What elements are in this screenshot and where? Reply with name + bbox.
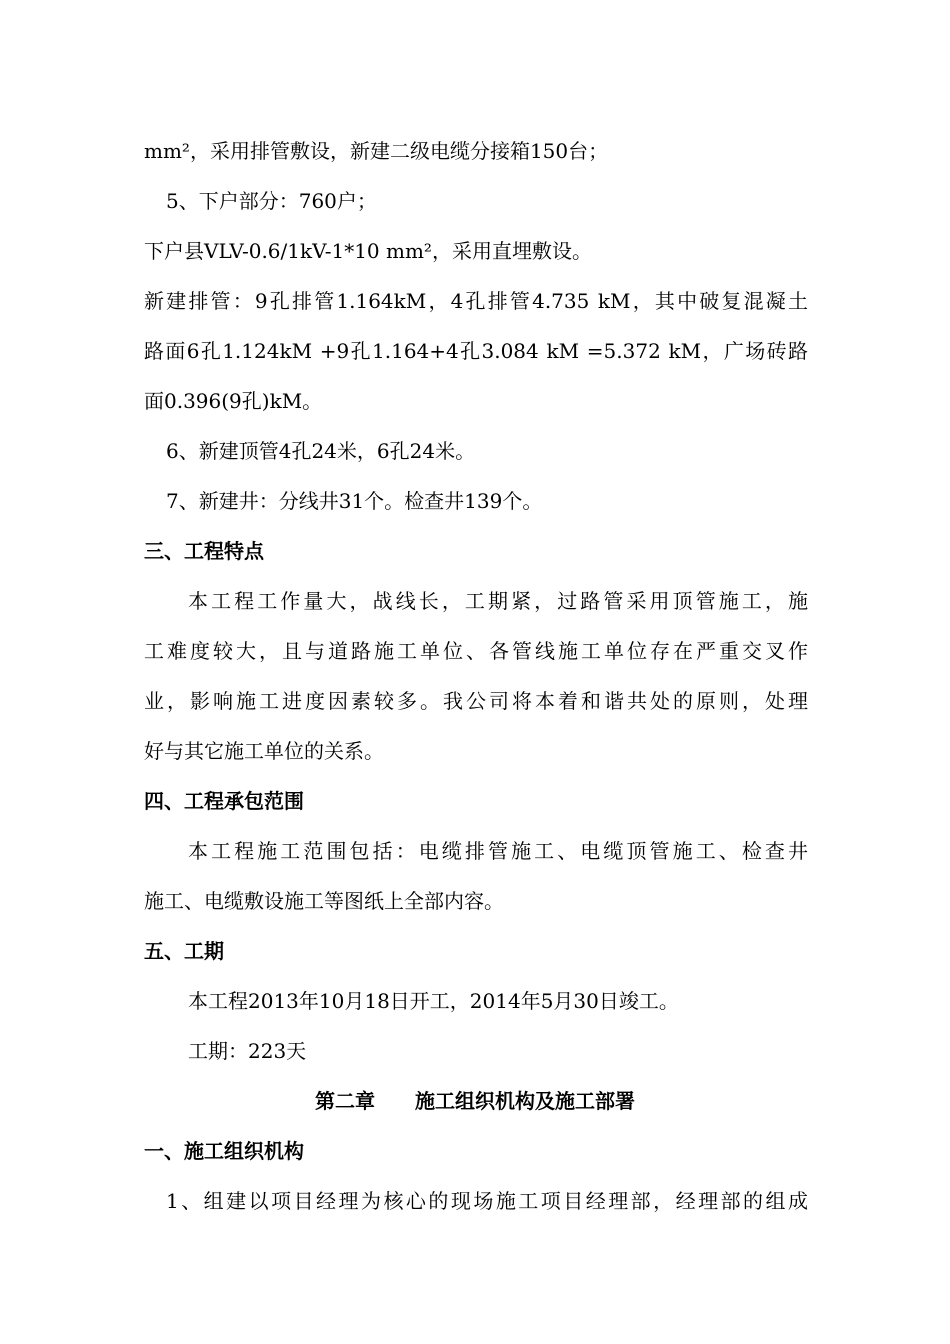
text-line: mm²，采用排管敷设，新建二级电缆分接箱150台；: [144, 139, 609, 163]
paragraph-line: 工期：223天: [188, 1039, 307, 1063]
section-heading: 三、工程特点: [144, 539, 264, 563]
list-item: 5、下户部分：760户；: [166, 189, 377, 213]
chapter-number: 第二章: [315, 1089, 375, 1113]
list-item: 1、组建以项目经理为核心的现场施工项目经理部，经理部的组成: [166, 1189, 808, 1213]
list-item: 6、新建顶管4孔24米，6孔24米。: [166, 439, 476, 463]
chapter-title: [0, 1087, 950, 1115]
section-heading: 一、施工组织机构: [144, 1139, 304, 1163]
chapter-name: 施工组织机构及施工部署: [415, 1089, 635, 1113]
paragraph-line: 本工程2013年10月18日开工，2014年5月30日竣工。: [188, 989, 679, 1013]
section-heading: 四、工程承包范围: [144, 789, 304, 813]
text-line: 下户县VLV-0.6/1kV-1*10 mm²，采用直埋敷设。: [144, 239, 592, 263]
paragraph-line: 工难度较大，且与道路施工单位、各管线施工单位存在严重交叉作: [144, 639, 808, 663]
paragraph-line: 本工程施工范围包括：电缆排管施工、电缆顶管施工、检查井: [188, 839, 808, 863]
list-item: 7、新建井：分线井31个。检查井139个。: [166, 489, 543, 513]
text-line: 面0.396(9孔)kM。: [144, 389, 323, 413]
paragraph-line: 施工、电缆敷设施工等图纸上全部内容。: [144, 889, 504, 913]
text-line: 新建排管：9孔排管1.164kM，4孔排管4.735 kM，其中破复混凝土: [144, 289, 808, 313]
paragraph-line: 好与其它施工单位的关系。: [144, 739, 384, 763]
text-line: 路面6孔1.124kM +9孔1.164+4孔3.084 kM =5.372 kM，广场砖路: [144, 339, 808, 363]
section-heading: 五、工期: [144, 939, 224, 963]
paragraph-line: 本工程工作量大，战线长，工期紧，过路管采用顶管施工，施: [188, 589, 808, 613]
paragraph-line: 业，影响施工进度因素较多。我公司将本着和谐共处的原则，处理: [144, 689, 808, 713]
